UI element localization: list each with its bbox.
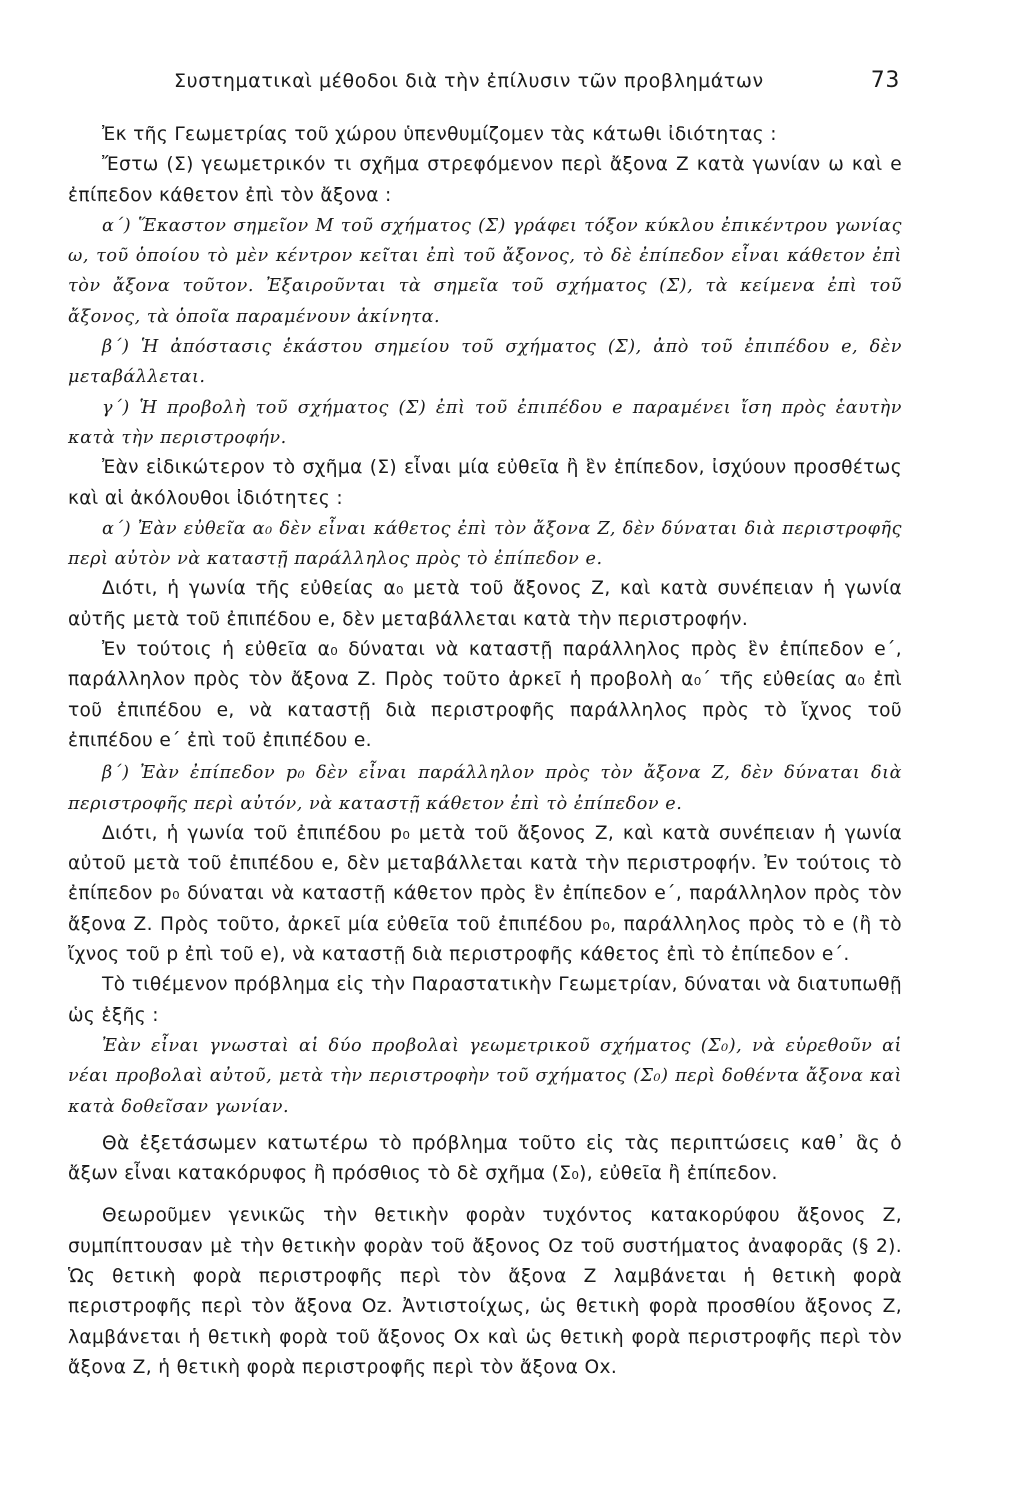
proof-plane: Διότι, ἡ γωνία τοῦ ἐπιπέδου p₀ μετὰ τοῦ ἄξονος Z, καὶ κατὰ συνέπειαν ἡ γωνία αὐτοῦ μετὰ τοῦ ἐπιπέδου e, δὲν μεταβάλλεται κατὰ τὴν περιστροφήν. Ἐν τούτοις τὸ ἐπίπεδον p₀ δύναται νὰ καταστῇ κάθετον πρὸς ἓν ἐπίπεδον e΄, παράλληλον πρὸς τὸν ἄξονα Z. Πρὸς τοῦτο, ἀρκεῖ μία εὐθεῖα τοῦ ἐπιπέδου p₀, παράλληλος πρὸς τὸ e (ἢ τὸ ἴχνος τοῦ p ἐπὶ τοῦ e), νὰ καταστῇ διὰ περιστροφῆς κάθετος ἐπὶ τὸ ἐπίπεδον e΄. — [68, 822, 902, 966]
paragraph-rotation-setup: Ἔστω (Σ) γεωμετρικόν τι σχῆμα στρεφόμενον περὶ ἄξονα Z κατὰ γωνίαν ω καὶ e ἐπίπεδον κάθετον ἐπὶ τὸν ἄξονα : — [68, 154, 902, 206]
page-number: 73 — [870, 68, 900, 93]
paragraph-special-cases: Ἐὰν εἰδικώτερον τὸ σχῆμα (Σ) εἶναι μία εὐθεῖα ἢ ἓν ἐπίπεδον, ἰσχύουν προσθέτως καὶ αἱ ἀκόλουθοι ἰδιότητες : — [68, 457, 902, 509]
property-beta: β΄) Ἡ ἀπόστασις ἑκάστου σημείου τοῦ σχήματος (Σ), ἀπὸ τοῦ ἐπιπέδου e, δὲν μεταβάλλεται. — [68, 337, 902, 388]
theorem-line: α΄) Ἐὰν εὐθεῖα α₀ δὲν εἶναι κάθετος ἐπὶ τὸν ἄξονα Z, δὲν δύναται διὰ περιστροφῆς περὶ αὐτὸν νὰ καταστῇ παράλληλος πρὸς τὸ ἐπίπεδον e. — [68, 518, 902, 570]
running-title: Συστηματικαὶ μέθοδοι διὰ τὴν ἐπίλυσιν τῶν προβλημάτων — [174, 70, 764, 92]
remark-line: Ἐν τούτοις ἡ εὐθεῖα α₀ δύναται νὰ καταστῇ παράλληλος πρὸς ἓν ἐπίπεδον e΄, παράλληλον πρὸς τὸν ἄξονα Z. Πρὸς τοῦτο ἀρκεῖ ἡ προβολὴ α₀΄ τῆς εὐθείας α₀ ἐπὶ τοῦ ἐπιπέδου e, νὰ καταστῇ διὰ περιστροφῆς παράλληλος πρὸς τὸ ἴχνος τοῦ ἐπιπέδου e΄ ἐπὶ τοῦ ἐπιπέδου e. — [68, 639, 902, 751]
property-alpha: α΄) Ἕκαστον σημεῖον M τοῦ σχήματος (Σ) γράφει τόξον κύκλου ἐπικέντρου γωνίας ω, τοῦ ὁποίου τὸ μὲν κέντρον κεῖται ἐπὶ τοῦ ἄξονος, τὸ δὲ ἐπίπεδον εἶναι κάθετον ἐπὶ τὸν ἄξονα τοῦτον. Ἐξαιροῦνται τὰ σημεῖα τοῦ σχήματος (Σ), τὰ κείμενα ἐπὶ τοῦ ἄξονος, τὰ ὁποῖα παραμένουν ἀκίνητα. — [68, 215, 902, 327]
problem-statement-intro: Τὸ τιθέμενον πρόβλημα εἰς τὴν Παραστατικὴν Γεωμετρίαν, δύναται νὰ διατυπωθῇ ὡς ἑξῆς : — [68, 974, 902, 1026]
paragraph-intro: Ἐκ τῆς Γεωμετρίας τοῦ χώρου ὑπενθυμίζομεν τὰς κάτωθι ἰδιότητας : — [102, 124, 777, 145]
page-body — [68, 120, 902, 1383]
theorem-plane: β΄) Ἐὰν ἐπίπεδον p₀ δὲν εἶναι παράλληλον πρὸς τὸν ἄξονα Z, δὲν δύναται διὰ περιστροφῆς περὶ αὐτόν, νὰ καταστῇ κάθετον ἐπὶ τὸ ἐπίπεδον e. — [68, 763, 902, 814]
paragraph-cases: Θὰ ἐξετάσωμεν κατωτέρω τὸ πρόβλημα τοῦτο εἰς τὰς περιπτώσεις καθ᾿ ἃς ὁ ἄξων εἶναι κατακόρυφος ἢ πρόσθιος τὸ δὲ σχῆμα (Σ₀), εὐθεῖα ἢ ἐπίπεδον. — [68, 1132, 902, 1185]
proof-line: Διότι, ἡ γωνία τῆς εὐθείας α₀ μετὰ τοῦ ἄξονος Z, καὶ κατὰ συνέπειαν ἡ γωνία αὐτῆς μετὰ τοῦ ἐπιπέδου e, δὲν μεταβάλλεται κατὰ τὴν περιστροφήν. — [68, 578, 902, 630]
running-header — [150, 70, 900, 100]
problem-statement: Ἐὰν εἶναι γνωσταὶ αἱ δύο προβολαὶ γεωμετρικοῦ σχήματος (Σ₀), νὰ εὑρεθοῦν αἱ νέαι προβολαὶ αὐτοῦ, μετὰ τὴν περιστροφὴν τοῦ σχήματος (Σ₀) περὶ δοθέντα ἄξονα καὶ κατὰ δοθεῖσαν γωνίαν. — [68, 1035, 902, 1117]
property-gamma: γ΄) Ἡ προβολὴ τοῦ σχήματος (Σ) ἐπὶ τοῦ ἐπιπέδου e παραμένει ἴση πρὸς ἑαυτὴν κατὰ τὴν περιστροφήν. — [68, 397, 902, 448]
paragraph-orientation: Θεωροῦμεν γενικῶς τὴν θετικὴν φορὰν τυχόντος κατακορύφου ἄξονος Z, συμπίπτουσαν μὲ τὴν θετικὴν φορὰν τοῦ ἄξονος Oz τοῦ συστήματος ἀναφορᾶς (§ 2). Ὡς θετικὴ φορὰ περιστροφῆς περὶ τὸν ἄξονα Z λαμβάνεται ἡ θετικὴ φορὰ περιστροφῆς περὶ τὸν ἄξονα Oz. Ἀντιστοίχως, ὡς θετικὴ φορὰ προσθίου ἄξονος Z, λαμβάνεται ἡ θετικὴ φορὰ τοῦ ἄξονος Ox καὶ ὡς θετικὴ φορὰ περιστροφῆς περὶ τὸν ἄξονα Z, ἡ θετικὴ φορὰ περιστροφῆς περὶ τὸν ἄξονα Ox. — [68, 1205, 902, 1378]
